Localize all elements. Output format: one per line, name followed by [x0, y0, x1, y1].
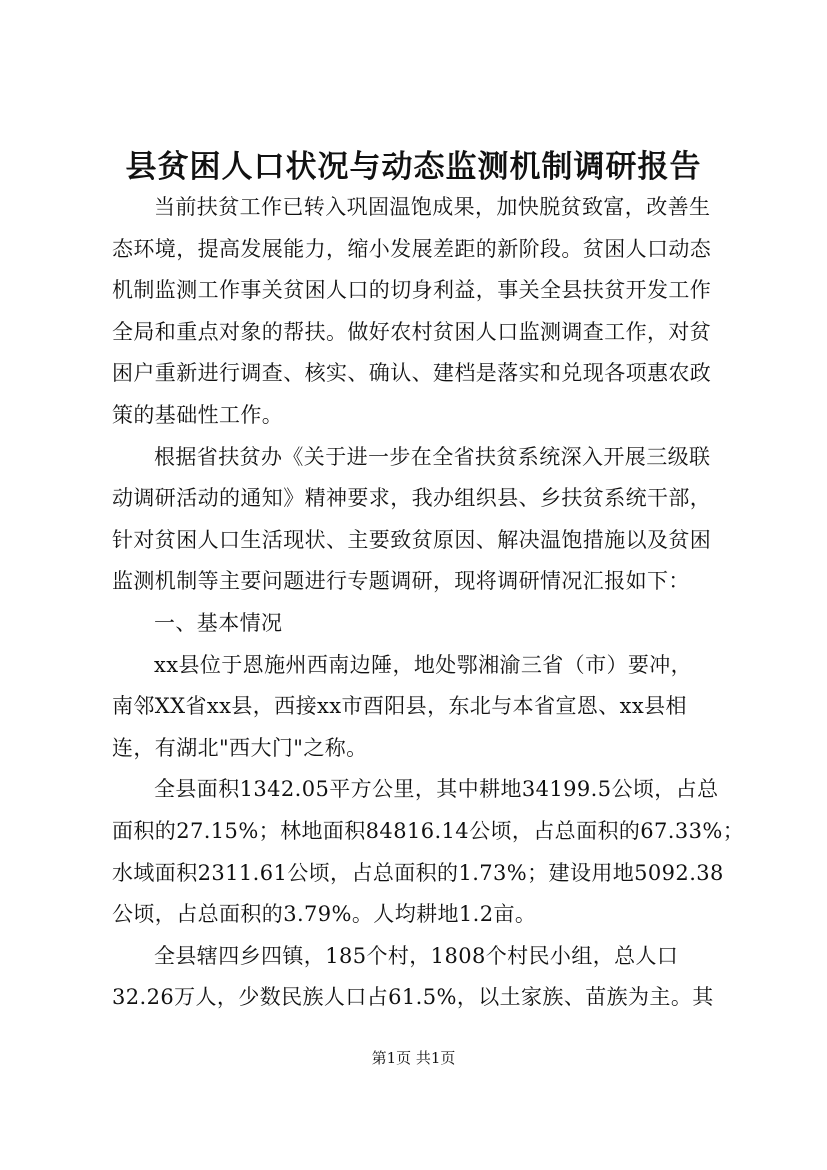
paragraph-line: 监测机制等主要问题进行专题调研，现将调研情况汇报如下： [112, 569, 690, 594]
document-body [112, 187, 745, 1019]
paragraph-line: 全县面积1342.05平方公里，其中耕地34199.5公顷，占总 [154, 777, 719, 802]
paragraph-line: 机制监测工作事关贫困人口的切身利益，事关全县扶贫开发工作 [112, 278, 712, 303]
paragraph-line: 公顷，占总面积的3.79%。人均耕地1.2亩。 [112, 902, 537, 927]
paragraph-line: 针对贫困人口生活现状、主要致贫原因、解决温饱措施以及贫困 [112, 527, 712, 552]
paragraph-line: 南邻XX省xx县，西接xx市酉阳县，东北与本省宣恩、xx县相 [112, 694, 687, 719]
paragraph-line: 32.26万人，少数民族人口占61.5%，以土家族、苗族为主。其 [112, 985, 714, 1010]
paragraph-line: 当前扶贫工作已转入巩固温饱成果，加快脱贫致富，改善生 [154, 195, 711, 219]
paragraph-line: 动调研活动的通知》精神要求，我办组织县、乡扶贫系统干部， [112, 486, 712, 511]
page-footer: 第1页 共1页 [371, 1049, 456, 1067]
paragraph-line: 连，有湖北"西大门"之称。 [112, 735, 368, 760]
paragraph-line: 根据省扶贫办《关于进一步在全省扶贫系统深入开展三级联 [154, 444, 711, 469]
paragraph-line: 面积的27.15%；林地面积84816.14公顷，占总面积的67.33%； [112, 818, 745, 843]
paragraph-line: 水域面积2311.61公顷，占总面积的1.73%；建设用地5092.38 [112, 860, 724, 885]
paragraph-line: 全县辖四乡四镇，185个村，1808个村民小组，总人口 [154, 943, 679, 968]
paragraph-line: 态环境，提高发展能力，缩小发展差距的新阶段。贫困人口动态 [112, 236, 712, 261]
paragraph-line: xx县位于恩施州西南边陲，地处鄂湘渝三省（市）要冲， [154, 652, 693, 677]
paragraph-line: 全局和重点对象的帮扶。做好农村贫困人口监测调查工作，对贫 [112, 319, 712, 344]
section-heading: 一、基本情况 [154, 610, 283, 635]
paragraph-line: 困户重新进行调查、核实、确认、建档是落实和兑现各项惠农政 [112, 361, 712, 386]
paragraph-line: 策的基础性工作。 [112, 402, 284, 427]
document-title: 县贫困人口状况与动态监测机制调研报告 [125, 149, 702, 185]
